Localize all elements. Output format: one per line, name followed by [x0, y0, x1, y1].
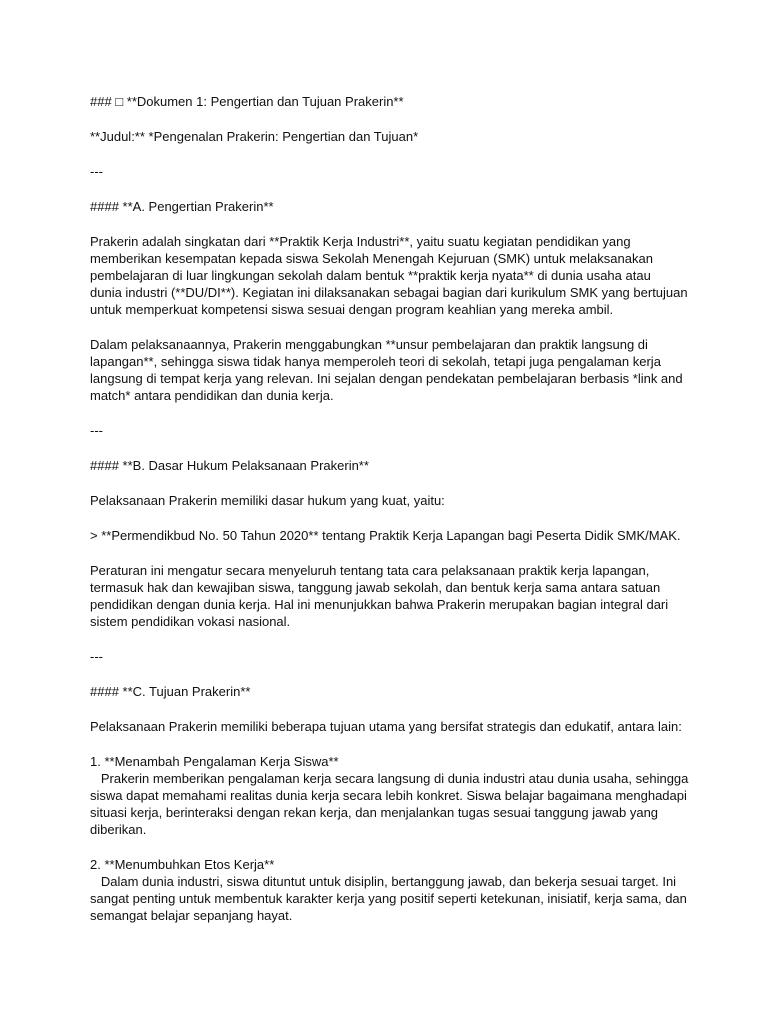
list-item-2-title: 2. **Menumbuhkan Etos Kerja**	[90, 857, 275, 872]
section-heading-c: #### **C. Tujuan Prakerin**	[90, 684, 251, 699]
paragraph-a1: Prakerin adalah singkatan dari **Praktik Kerja Industri**, yaitu suatu kegiatan pendidikan yang memberikan kesempatan kepada siswa Sekolah Menengah Kejuruan (SMK) untuk melaksanakan pembelajaran di luar lingkungan sekolah dalam bentuk **praktik kerja nyata** di dunia usaha atau dunia industri (**DU/DI**). Kegiatan ini dilaksanakan sebagai bagian dari kurikulum SMK yang bertujuan untuk memperkuat kompetensi siswa sesuai dengan program keahlian yang mereka ambil.	[90, 234, 688, 317]
document-body	[90, 93, 690, 924]
horizontal-rule-3: ---	[90, 649, 103, 664]
list-item-1-title: 1. **Menambah Pengalaman Kerja Siswa**	[90, 754, 339, 769]
paragraph-c1: Pelaksanaan Prakerin memiliki beberapa tujuan utama yang bersifat strategis dan edukatif, antara lain:	[90, 719, 682, 734]
document-heading: ### □ **Dokumen 1: Pengertian dan Tujuan Prakerin**	[90, 94, 404, 109]
paragraph-b2: Peraturan ini mengatur secara menyeluruh tentang tata cara pelaksanaan praktik kerja lapangan, termasuk hak dan kewajiban siswa, tanggung jawab sekolah, dan bentuk kerja sama antara satuan pendidikan dengan dunia kerja. Hal ini menunjukkan bahwa Prakerin merupakan bagian integral dari sistem pendidikan vokasi nasional.	[90, 563, 669, 629]
list-item-2-body: Dalam dunia industri, siswa dituntut untuk disiplin, bertanggung jawab, dan bekerja sesuai target. Ini sangat penting untuk membentuk karakter kerja yang positif seperti ketekunan, inisiatif, kerja sama, dan semangat belajar sepanjang hayat.	[90, 874, 687, 923]
horizontal-rule-1: ---	[90, 164, 103, 179]
paragraph-a2: Dalam pelaksanaannya, Prakerin menggabungkan **unsur pembelajaran dan praktik langsung di lapangan**, sehingga siswa tidak hanya memperoleh teori di sekolah, tetapi juga pengalaman kerja langsung di tempat kerja yang relevan. Ini sejalan dengan pendekatan pembelajaran berbasis *link and match* antara pendidikan dan dunia kerja.	[90, 337, 683, 403]
horizontal-rule-2: ---	[90, 423, 103, 438]
blockquote-b: > **Permendikbud No. 50 Tahun 2020** tentang Praktik Kerja Lapangan bagi Peserta Didik SMK/MAK.	[90, 528, 681, 543]
document-subtitle: **Judul:** *Pengenalan Prakerin: Pengertian dan Tujuan*	[90, 129, 419, 144]
list-item-1-body: Prakerin memberikan pengalaman kerja secara langsung di dunia industri atau dunia usaha, sehingga siswa dapat memahami realitas dunia kerja secara lebih konkret. Siswa belajar bagaimana menghadapi situasi kerja, berinteraksi dengan rekan kerja, dan menjalankan tugas sesuai tanggung jawab yang diberikan.	[90, 771, 689, 837]
section-heading-a: #### **A. Pengertian Prakerin**	[90, 199, 274, 214]
section-heading-b: #### **B. Dasar Hukum Pelaksanaan Prakerin**	[90, 458, 369, 473]
paragraph-b1: Pelaksanaan Prakerin memiliki dasar hukum yang kuat, yaitu:	[90, 493, 445, 508]
